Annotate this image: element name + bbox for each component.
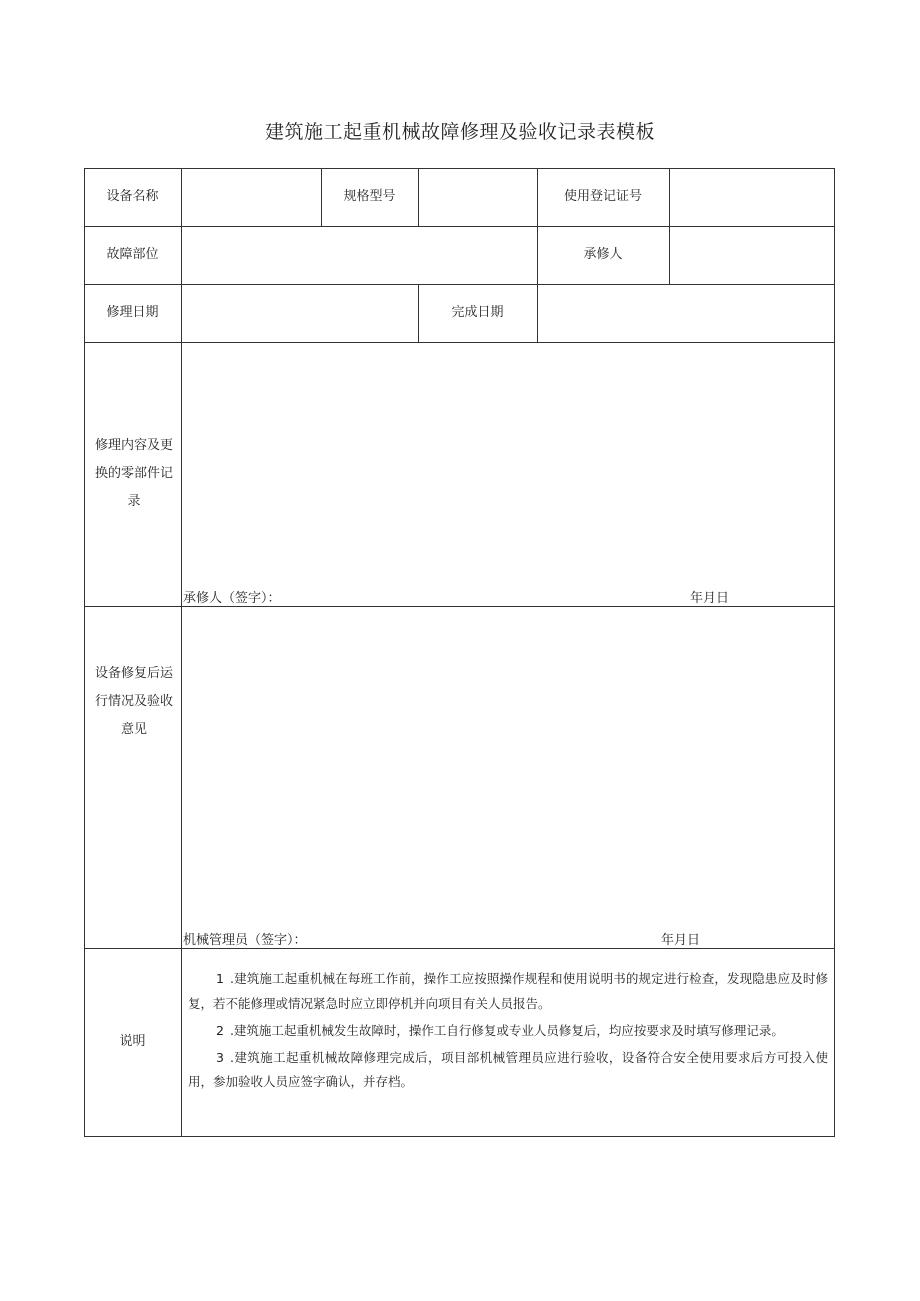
notes-label: 说明 xyxy=(119,1034,146,1049)
note-item: 1 .建筑施工起重机械在每班工作前，操作工应按照操作规程和使用说明书的规定进行检查，发现隐患应及时修复，若不能修理或情况紧急时应立即停机并向项目有关人员报告。 xyxy=(188,971,828,1011)
repairer-signature-date: 年月日 xyxy=(690,591,730,606)
spec-model-field[interactable] xyxy=(419,169,536,226)
repair-date-label: 修理日期 xyxy=(106,305,159,320)
col-divider xyxy=(834,168,835,1137)
repair-content-label: 修理内容及更换的零部件记录 xyxy=(94,438,173,509)
page-title: 建筑施工起重机械故障修理及验收记录表模板 xyxy=(264,121,655,143)
note-item: 3 .建筑施工起重机械故障修理完成后，项目部机械管理员应进行验收，设备符合安全使用要求后方可投入使用，参加验收人员应签字确认，并存档。 xyxy=(188,1049,828,1089)
repair-record-form xyxy=(84,168,835,1137)
complete-date-label: 完成日期 xyxy=(451,305,504,320)
reg-cert-label: 使用登记证号 xyxy=(563,189,642,204)
acceptance-field[interactable] xyxy=(182,607,834,921)
complete-date-field[interactable] xyxy=(538,285,834,342)
device-name-field[interactable] xyxy=(182,169,320,226)
fault-part-label: 故障部位 xyxy=(106,247,159,262)
repairer-signature-label: 承修人（签字）： xyxy=(183,591,281,606)
repair-date-field[interactable] xyxy=(182,285,417,342)
spec-model-label: 规格型号 xyxy=(343,189,396,204)
fault-part-field[interactable] xyxy=(182,227,536,284)
row-divider xyxy=(84,1136,835,1137)
row-divider xyxy=(84,948,835,949)
device-name-label: 设备名称 xyxy=(106,189,159,204)
notes-list xyxy=(188,967,828,1097)
note-item: 2 .建筑施工起重机械发生故障时，操作工自行修复或专业人员修复后，均应按要求及时填写修理记录。 xyxy=(216,1022,784,1038)
manager-signature-date: 年月日 xyxy=(661,933,701,948)
manager-signature-label: 机械管理员（签字）： xyxy=(183,933,307,948)
acceptance-label: 设备修复后运行情况及验收意见 xyxy=(94,666,173,737)
reg-cert-field[interactable] xyxy=(670,169,834,226)
repairer-field[interactable] xyxy=(670,227,834,284)
repairer-label: 承修人 xyxy=(583,247,623,262)
repair-content-field[interactable] xyxy=(182,343,834,579)
